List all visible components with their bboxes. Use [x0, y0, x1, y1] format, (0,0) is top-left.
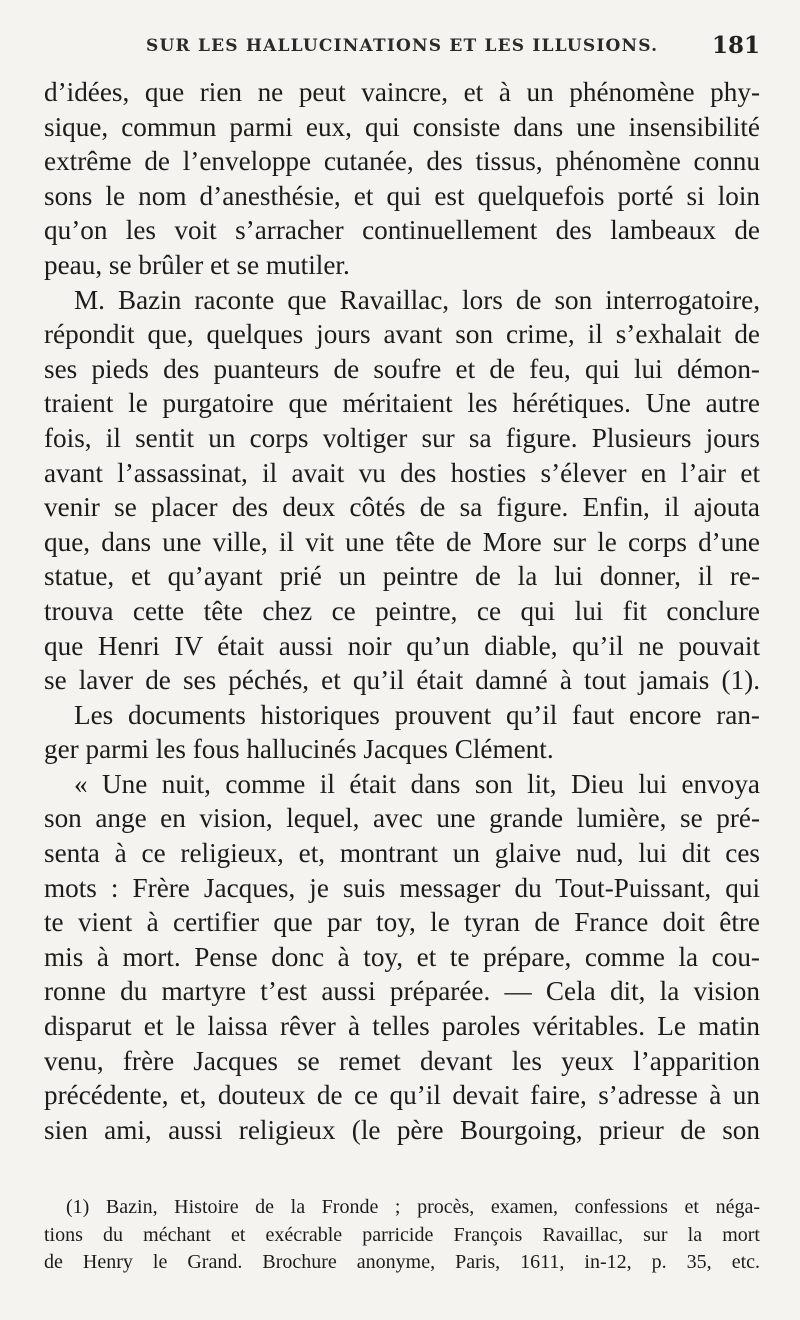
- footnote-line: tions du méchant et exécrable parricide François Ravaillac, sur la mort: [44, 1223, 760, 1246]
- text-line: fois, il sentit un corps voltiger sur sa figure. Plusieurs jours: [44, 422, 760, 453]
- text-line: qu’on les voit s’arracher continuellement des lambeaux de: [44, 215, 760, 246]
- text-line: sien ami, aussi religieux (le père Bourgoing, prieur de son: [44, 1114, 760, 1145]
- text-line: avant l’assassinat, il avait vu des hosties s’élever en l’air et: [44, 457, 760, 488]
- text-line: mis à mort. Pense donc à toy, et te prépare, comme la cou-: [44, 941, 760, 972]
- footnote-line: (1) Bazin, Histoire de la Fronde ; procès, examen, confessions et néga-: [66, 1196, 760, 1218]
- text-line: te vient à certifier que par toy, le tyran de France doit être: [44, 907, 760, 938]
- text-line: M. Bazin raconte que Ravaillac, lors de son interrogatoire,: [74, 284, 760, 315]
- text-line: sique, commun parmi eux, qui consiste dans une insensibilité: [44, 111, 760, 142]
- text-line: disparut et le laissa rêver à telles paroles véritables. Le matin: [44, 1011, 760, 1042]
- text-line: venu, frère Jacques se remet devant les yeux l’apparition: [44, 1045, 760, 1076]
- footnote-line: de Henry le Grand. Brochure anonyme, Paris, 1611, in-12, p. 35, etc.: [44, 1251, 760, 1274]
- text-line: « Une nuit, comme il était dans son lit, Dieu lui envoya: [74, 768, 760, 799]
- page-header: [146, 34, 760, 64]
- text-line: ronne du martyre t’est aussi préparée. — Cela dit, la vision: [44, 976, 760, 1007]
- body-text: [44, 75, 760, 1147]
- text-line: venir se placer des deux côtés de sa figure. Enfin, il ajouta: [44, 492, 760, 523]
- page-number: 181: [711, 32, 760, 59]
- text-line: d’idées, que rien ne peut vaincre, et à un phénomène phy-: [44, 77, 760, 107]
- text-line: mots : Frère Jacques, je suis messager du Tout-Puissant, qui: [44, 872, 760, 903]
- text-line: répondit que, quelques jours avant son crime, il s’exhalait de: [44, 319, 760, 350]
- text-line: ses pieds des puanteurs de soufre et de feu, qui lui démon-: [44, 353, 760, 384]
- text-line: que, dans une ville, il vit une tête de More sur le corps d’une: [44, 526, 760, 557]
- text-line: sons le nom d’anesthésie, et qui est quelquefois porté si loin: [44, 180, 760, 211]
- text-line: précédente, et, douteux de ce qu’il devait faire, s’adresse à un: [44, 1080, 760, 1111]
- text-line: que Henri IV était aussi noir qu’un diable, qu’il ne pouvait: [44, 630, 760, 661]
- text-line: statue, et qu’ayant prié un peintre de la lui donner, il re-: [44, 561, 760, 592]
- text-line: son ange en vision, lequel, avec une grande lumière, se pré-: [44, 803, 760, 834]
- text-line: senta à ce religieux, et, montrant un glaive nud, lui dit ces: [44, 838, 760, 869]
- running-title: SUR LES HALLUCINATIONS ET LES ILLUSIONS.: [146, 36, 659, 56]
- text-line: Les documents historiques prouvent qu’il faut encore ran-: [74, 699, 760, 730]
- text-line: extrême de l’enveloppe cutanée, des tissus, phénomène connu: [44, 146, 760, 177]
- footnotes: [44, 1194, 760, 1277]
- text-line: ger parmi les fous hallucinés Jacques Clément.: [44, 734, 554, 765]
- text-line: peau, se brûler et se mutiler.: [44, 249, 350, 280]
- text-line: se laver de ses péchés, et qu’il était damné à tout jamais (1).: [44, 665, 760, 696]
- text-line: trouva cette tête chez ce peintre, ce qui lui fit conclure: [44, 595, 760, 626]
- text-line: traient le purgatoire que méritaient les hérétiques. Une autre: [44, 388, 760, 419]
